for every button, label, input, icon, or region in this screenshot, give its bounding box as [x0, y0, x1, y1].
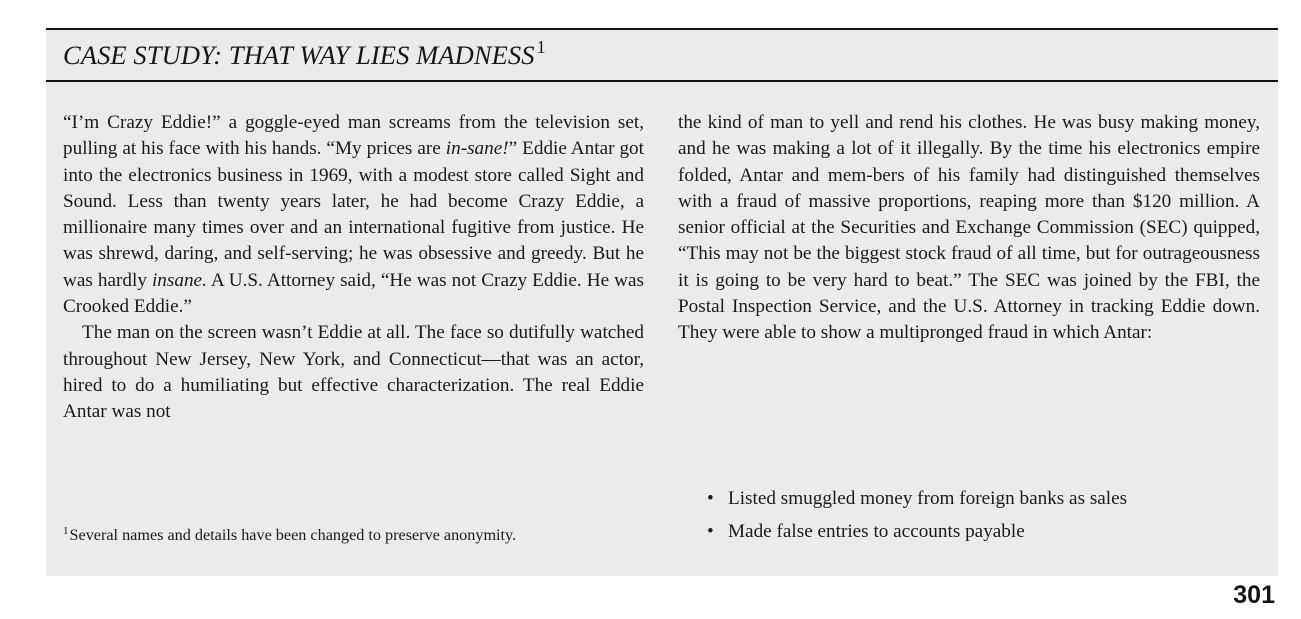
bullet-item-text: Listed smuggled money from foreign banks as sales [728, 488, 1128, 509]
bullet-item [678, 515, 1260, 548]
bullet-item [678, 482, 1260, 515]
paragraph-1-text-c: A U.S. Attorney said, “He was not Crazy Eddie. He was Crooked Eddie.” [63, 269, 644, 318]
title-footnote-mark: 1 [536, 37, 546, 57]
footnote-mark: 1 [63, 525, 69, 537]
bullet-dot-icon: • [707, 488, 714, 509]
left-column [63, 110, 644, 426]
footnote [63, 525, 653, 547]
case-study-title [63, 37, 546, 71]
page-number: 301 [1233, 581, 1275, 609]
bullet-dot-icon: • [707, 521, 714, 542]
right-column [678, 110, 1260, 347]
left-paragraph-1 [63, 110, 644, 320]
left-paragraph-2: The man on the screen wasn’t Eddie at all. The face so dutifully watched throughout New Jersey, New York, and Connecticut—that was an actor, hired to do a humiliating but effective characterization. The real Eddie Antar was not [63, 322, 644, 423]
right-paragraph: the kind of man to yell and rend his clothes. He was busy making money, and he was making a lot of it illegally. By the time his electronics empire folded, Antar and mem-bers of his family had distinguished themselves with a fraud of massive proportions, reaping more than $120 million. A senior official at the Securities and Exchange Commission (SEC) quipped, “This may not be the biggest stock fraud of all time, but for outrageousness it is going to be very hard to beat.” The SEC was joined by the FBI, the Postal Inspection Service, and the U.S. Attorney in tracking Eddie down. They were able to show a multipronged fraud in which Antar: [678, 112, 1260, 344]
paragraph-1-text-b: ” Eddie Antar got into the electronics business in 1969, with a modest store called Sight and Sound. Less than twenty years later, he had become Crazy Eddie, a millionaire many times over and an international fugitive from justice. He was shrewd, daring, and self-serving; he was obsessive and greedy. But he was hardly [63, 138, 644, 291]
case-study-box [46, 28, 1278, 576]
case-study-title-text: CASE STUDY: THAT WAY LIES MADNESS [63, 40, 535, 70]
fraud-bullet-list [678, 482, 1260, 548]
bullet-item-text: Made false entries to accounts payable [728, 521, 1025, 542]
case-study-title-bar [46, 28, 1278, 82]
paragraph-1-emphasis-insane-quote: in-sane! [445, 138, 509, 160]
paragraph-1-text-a: “I’m Crazy Eddie!” a goggle-eyed man screams from the television set, pulling at his face with his hands. “My prices are [63, 112, 644, 160]
paragraph-1-emphasis-insane: insane. [151, 269, 207, 291]
footnote-text: Several names and details have been changed to preserve anonymity. [69, 526, 517, 544]
